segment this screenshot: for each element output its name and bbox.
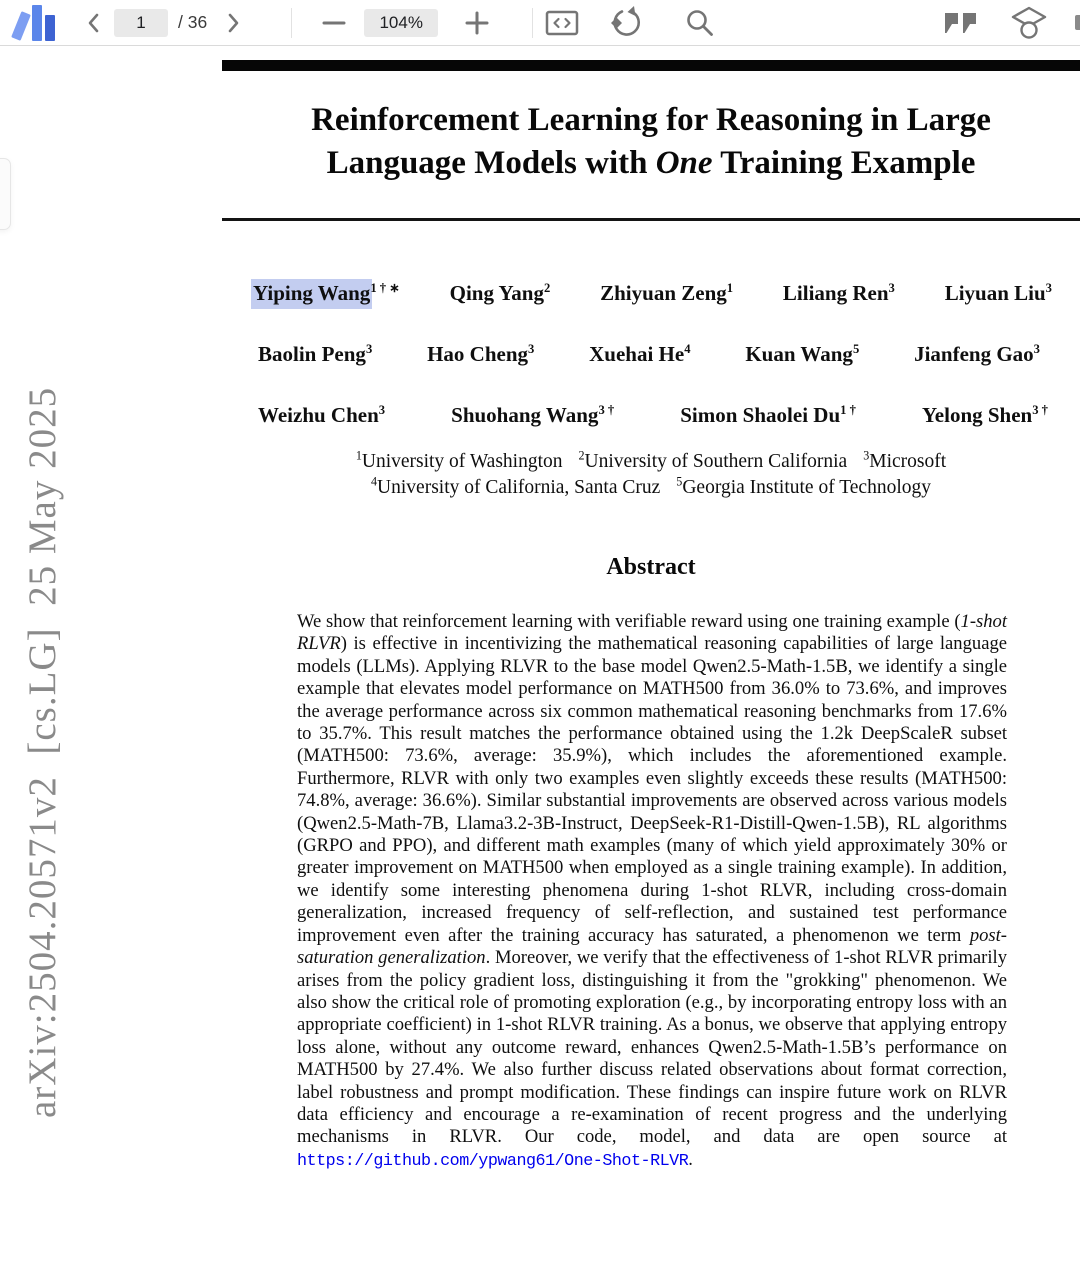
- clipped-toolbar-icon[interactable]: [1075, 15, 1080, 30]
- affiliation: [676, 474, 931, 498]
- graduation-cap-icon: [1008, 5, 1050, 41]
- page-number-input[interactable]: [114, 9, 168, 37]
- author: [783, 281, 895, 306]
- text-segment: 1-shot RLVR: [297, 611, 1007, 655]
- author-superscript: 1 † ∗: [370, 281, 400, 295]
- affiliation-name: Georgia Institute of Technology: [682, 476, 931, 498]
- author-superscript: 1: [726, 281, 734, 295]
- abstract-text: [297, 611, 1007, 1173]
- author-row: [258, 403, 1048, 428]
- author: [945, 281, 1052, 306]
- author-superscript: 2: [543, 281, 551, 295]
- text-segment: Language Models with: [326, 145, 656, 181]
- toolbar-divider: [532, 8, 533, 38]
- author: [253, 281, 400, 306]
- zoom-level-display[interactable]: 104%: [364, 9, 438, 37]
- author-name-selected: Yiping Wang: [251, 279, 372, 309]
- text-segment: . Moreover, we verify that the effectiveness of 1-shot RLVR primarily arises from the policy gradient loss, distinguishing it from the "grokking" phenomenon. We also show the critical role of promoting exploration (e.g., by incorporating entropy loss with an appropriate coefficient) in 1-shot RLVR training. As a bonus, we observe that applying entropy loss alone, without any outcome reward, enhances Qwen2.5-Math-1.5B’s performance on MATH500 by 27.4%. We also further discuss related observations about format correction, label robustness and prompt modification. These findings can inspire future work on RLVR data efficiency and encourage a re-examination of recent progress and the underlying mechanisms in RLVR. Our code, model, and data are open source at: [297, 947, 1007, 1148]
- author: [589, 342, 690, 367]
- affiliation-name: University of Southern California: [584, 451, 848, 472]
- author-superscript: 3 †: [1032, 403, 1048, 417]
- affiliation-superscript: 1: [355, 448, 362, 463]
- author-name: Baolin Peng: [258, 342, 366, 366]
- rotate-reset-icon: [606, 4, 646, 42]
- author: [745, 342, 859, 367]
- author: [600, 281, 733, 306]
- affiliation-superscript: 3: [863, 448, 870, 463]
- author-superscript: 4: [684, 342, 691, 356]
- author-superscript: 3: [528, 342, 535, 356]
- author-superscript: 1 †: [840, 403, 856, 417]
- author-name: Jianfeng Gao: [914, 342, 1034, 366]
- text-segment: .: [688, 1148, 693, 1170]
- author: [914, 342, 1040, 367]
- quotation-marks-icon: [942, 8, 980, 38]
- abstract-heading: Abstract: [606, 554, 696, 580]
- minus-icon: [322, 11, 346, 35]
- affiliation-line: [222, 475, 1080, 501]
- alphaxiv-logo-icon[interactable]: [6, 3, 56, 43]
- author: [258, 403, 385, 428]
- paper-title: [222, 99, 1080, 185]
- pdf-toolbar: [0, 0, 1080, 46]
- author: [451, 403, 614, 428]
- paper-title-line1: [222, 99, 1080, 142]
- text-segment: Training Example: [712, 145, 976, 181]
- author: [450, 281, 551, 306]
- text-segment: One: [655, 145, 713, 181]
- text-segment: post-saturation generalization: [297, 924, 1007, 969]
- search-button[interactable]: [681, 5, 719, 41]
- author: [680, 403, 856, 428]
- affiliation-superscript: 5: [676, 474, 683, 488]
- author-name: Xuehai He: [589, 342, 685, 366]
- author-name: Qing Yang: [449, 281, 544, 305]
- arxiv-watermark: arXiv:2504.20571v2 [cs.LG] 25 May 2025: [21, 386, 64, 1118]
- author-name: Yelong Shen: [921, 403, 1033, 427]
- author-superscript: 3: [888, 281, 895, 295]
- author-row: [258, 342, 1040, 367]
- author-name: Liyuan Liu: [944, 281, 1046, 305]
- author-superscript: 3: [1045, 281, 1052, 295]
- text-segment: ) is effective in incentivizing the mathematical reasoning capabilities of large language models (LLMs). Applying RLVR to the base model Qwen2.5-Math-1.5B, we identify a single example that elevates model performance on MATH500 from 36.0% to 73.6%, and improves the average performance across six common mathematical reasoning benchmarks from 17.6% to 35.7%. This result matches the performance obtained using the 1.2k DeepScaleR subset (MATH500: 73.6%, average: 35.9%), which includes the aforementioned example. Furthermore, RLVR with only two examples even slightly exceeds these results (MATH500: 74.8%, average: 36.6%). Similar substantial improvements are observed across various models (Qwen2.5-Math-7B, Llama3.2-3B-Instruct, DeepSeek-R1-Distill-Qwen-1.5B), RL algorithms (GRPO and PPO), and different math examples (many of which yield approximately 30% or greater improvement on MATH500 when employed as a single training example). In addition, we identify some interesting phenomena during 1-shot RLVR, including cross-domain generalization, increased frequency of self-reflection, and sustained test performance improvement even after the training accuracy has saturated, a phenomenon we term: [297, 633, 1007, 946]
- affiliation-name: Microsoft: [869, 451, 947, 472]
- author-name: Zhiyuan Zeng: [600, 281, 727, 305]
- author-superscript: 5: [852, 342, 860, 356]
- affiliation: [355, 448, 563, 472]
- affiliation-name: University of Washington: [361, 451, 563, 472]
- author-name: Simon Shaolei Du: [680, 403, 841, 427]
- title-rule: [222, 218, 1080, 221]
- github-link[interactable]: https://github.com/ypwang61/One-Shot-RLVR: [297, 1151, 689, 1171]
- affiliation-superscript: 2: [578, 448, 585, 463]
- plus-icon: [464, 10, 490, 36]
- author-superscript: 3: [365, 342, 373, 356]
- toolbar-divider: [291, 8, 292, 38]
- next-page-button[interactable]: [219, 5, 247, 41]
- author-name: Shuohang Wang: [451, 403, 599, 427]
- author-row: [253, 281, 1052, 306]
- cite-button[interactable]: [941, 5, 981, 41]
- author: [922, 403, 1048, 428]
- author-superscript: 3 †: [598, 403, 615, 417]
- text-segment: We show that reinforcement learning with verifiable reward using one training example (: [297, 611, 961, 632]
- affiliation-line: [222, 449, 1080, 475]
- previous-page-button[interactable]: [80, 5, 108, 41]
- text-segment: Reinforcement Learning for Reasoning in Large: [311, 102, 991, 138]
- magnifier-icon: [683, 6, 717, 40]
- author-name: Weizhu Chen: [258, 403, 379, 427]
- chevron-left-icon: [84, 11, 104, 35]
- paper-title-line2: [222, 142, 1080, 185]
- author-name: Hao Cheng: [427, 342, 528, 366]
- author-superscript: 3: [1033, 342, 1040, 356]
- rotate-reset-button[interactable]: [605, 5, 647, 41]
- affiliations-block: [222, 449, 1080, 500]
- affiliation-name: University of California, Santa Cruz: [377, 476, 661, 498]
- scholar-button[interactable]: [1007, 5, 1051, 41]
- affiliation: [863, 448, 947, 472]
- document-viewport: [0, 46, 1080, 1267]
- chevron-right-icon: [223, 11, 243, 35]
- affiliation-superscript: 4: [371, 474, 378, 488]
- author: [258, 342, 372, 367]
- zoom-in-button[interactable]: [462, 5, 492, 41]
- zoom-out-button[interactable]: [319, 5, 349, 41]
- fit-width-icon: [544, 8, 580, 38]
- page-count-label: / 36: [178, 12, 208, 32]
- author: [427, 342, 534, 367]
- author-name: Liliang Ren: [782, 281, 889, 305]
- paper-page: [222, 46, 1080, 1267]
- sidebar-pull-tab[interactable]: [0, 158, 11, 230]
- page-top-rule: [222, 60, 1080, 71]
- author-superscript: 3: [378, 403, 386, 417]
- author-name: Kuan Wang: [745, 342, 853, 366]
- fit-width-button[interactable]: [543, 5, 581, 41]
- affiliation: [578, 448, 848, 472]
- affiliation: [371, 474, 661, 498]
